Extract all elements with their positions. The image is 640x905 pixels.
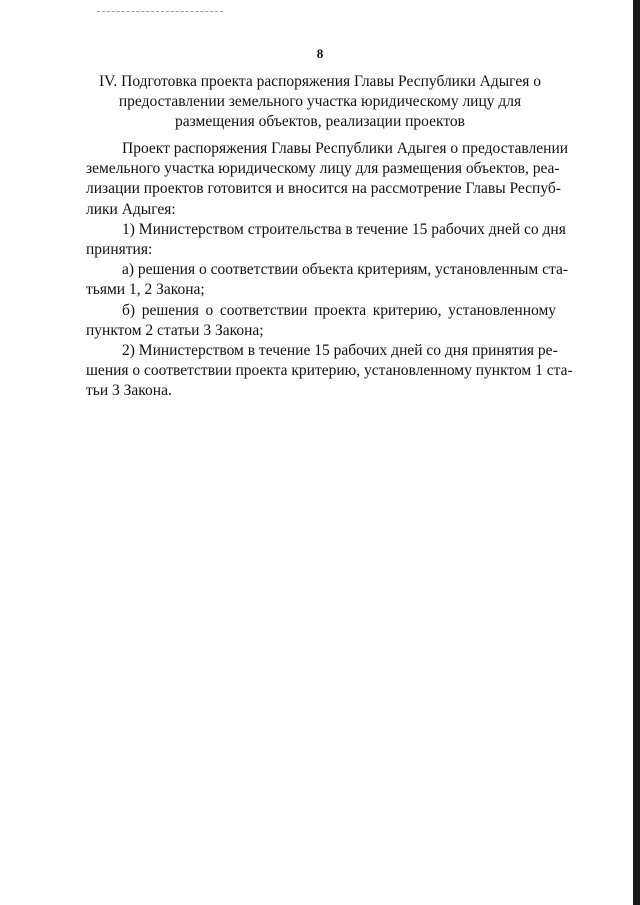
page-number: 8 xyxy=(316,46,324,61)
body-line: земельного участка юридическому лицу для размещения объектов, реа- xyxy=(86,160,560,178)
body-line: лики Адыгея: xyxy=(86,200,176,218)
body-line: 1) Министерством строительства в течение 15 рабочих дней со дня xyxy=(122,220,566,238)
body-line: а) решения о соответствии объекта критериям, установленным ста- xyxy=(122,261,569,279)
body-line: тьи 3 Закона. xyxy=(86,382,172,400)
body-line: шения о соответствии проекта критерию, установленному пунктом 1 ста- xyxy=(86,362,573,380)
body-line: принятия: xyxy=(86,241,153,259)
body-line: тьями 1, 2 Закона; xyxy=(86,281,205,299)
body-line: пунктом 2 статьи 3 Закона; xyxy=(86,321,264,339)
section-title-line: размещения объектов, реализации проектов xyxy=(175,113,465,130)
body-line: Проект распоряжения Главы Республики Адыгея о предоставлении xyxy=(122,140,569,157)
scan-edge-shadow xyxy=(633,0,640,905)
body-text xyxy=(86,139,573,402)
section-title-line: IV. Подготовка проекта распоряжения Главы Республики Адыгея о xyxy=(99,73,541,90)
scan-artifact-dash xyxy=(97,11,223,12)
section-title xyxy=(80,72,560,132)
body-line: 2) Министерством в течение 15 рабочих дней со дня принятия ре- xyxy=(122,342,558,360)
section-title-line: предоставлении земельного участка юридическому лицу для xyxy=(118,93,522,110)
body-line: лизации проектов готовится и вносится на рассмотрение Главы Респуб- xyxy=(86,180,561,198)
body-line: б) решения о соответствии проекта критерию, установленному xyxy=(122,301,556,319)
